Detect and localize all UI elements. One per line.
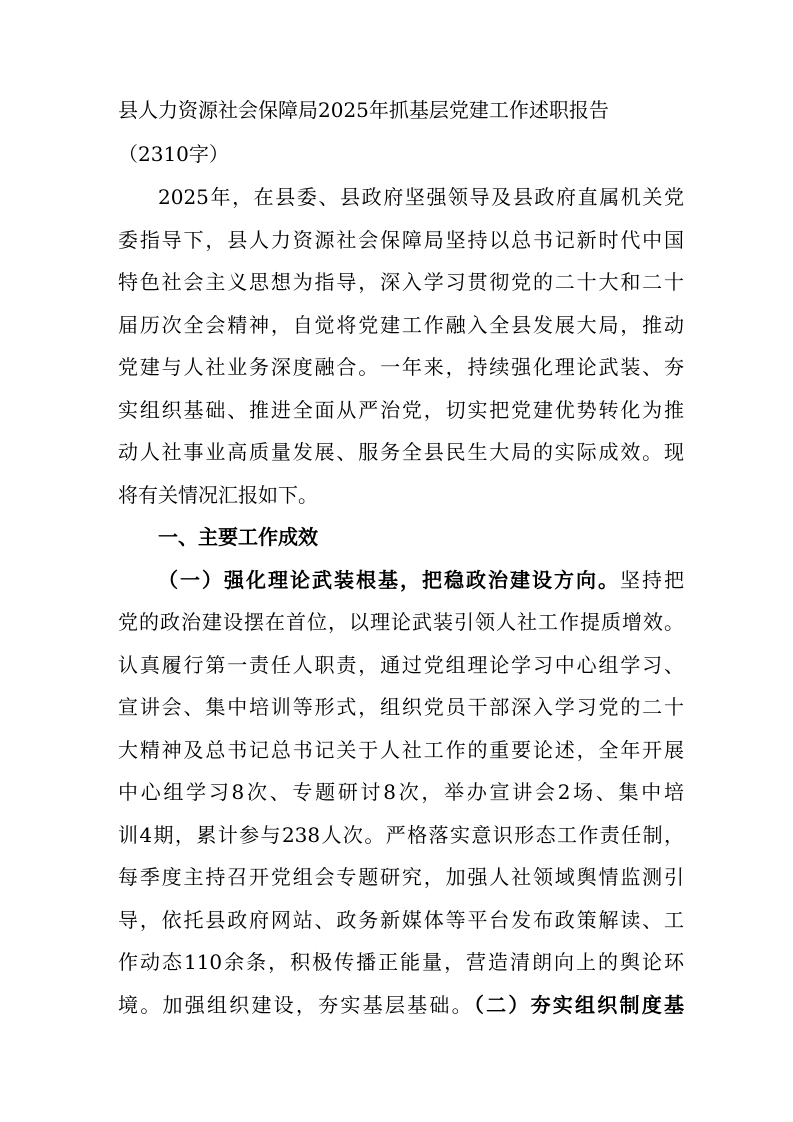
paragraph-line: 训4期，累计参与238人次。严格落实意识形态工作责任制，	[118, 822, 684, 847]
paragraph-line: 宣讲会、集中培训等形式，组织党员干部深入学习党的二十	[118, 695, 684, 719]
section-heading: 一、主要工作成效	[158, 525, 318, 549]
document-title: 县人力资源社会保障局2025年抓基层党建工作述职报告	[118, 98, 609, 122]
paragraph-line: 实组织基础、推进全面从严治党，切实把党建优势转化为推	[118, 397, 684, 422]
paragraph-line: 动人社事业高质量发展、服务全县民生大局的实际成效。现	[118, 440, 684, 464]
paragraph-line: 导，依托县政府网站、政务新媒体等平台发布政策解读、工	[118, 907, 684, 932]
paragraph-line: 作动态110余条，积极传播正能量，营造清朗向上的舆论环	[118, 950, 684, 974]
subsection-paragraph	[118, 559, 684, 1027]
paragraph-line: 2025年，在县委、县政府坚强领导及县政府直属机关党	[158, 185, 684, 209]
document-page	[118, 88, 684, 1026]
paragraph-line: 党的政治建设摆在首位，以理论武装引领人社工作提质增效。	[118, 610, 684, 634]
paragraph-line: 党建与人社业务深度融合。一年来，持续强化理论武装、夯	[118, 355, 684, 379]
paragraph-line: 将有关情况汇报如下。	[118, 482, 318, 507]
paragraph-line: 中心组学习8次、专题研讨8次，举办宣讲会2场、集中培	[118, 780, 684, 804]
paragraph-line: 大精神及总书记总书记关于人社工作的重要论述，全年开展	[118, 737, 684, 762]
paragraph-line	[118, 559, 684, 602]
paragraph-text: 坚持把	[620, 567, 684, 592]
paragraph-line: 届历次全会精神，自觉将党建工作融入全县发展大局，推动	[118, 312, 684, 337]
paragraph-line: 特色社会主义思想为指导，深入学习贯彻党的二十大和二十	[118, 270, 684, 294]
subsection-heading: （一）强化理论武装根基，把稳政治建设方向。	[158, 567, 620, 592]
paragraph-text: 境。加强组织建设，夯实基层基础。	[118, 992, 474, 1017]
paragraph-line	[118, 984, 684, 1027]
paragraph-line: 认真履行第一责任人职责，通过党组理论学习中心组学习、	[118, 652, 684, 677]
paragraph-line: 每季度主持召开党组会专题研究，加强人社领域舆情监测引	[118, 865, 684, 889]
paragraph-line: 委指导下，县人力资源社会保障局坚持以总书记新时代中国	[118, 227, 684, 252]
intro-paragraph	[118, 176, 684, 516]
document-word-count: （2310字）	[118, 142, 229, 166]
subsection-heading: （二）夯实组织制度基	[473, 992, 685, 1017]
